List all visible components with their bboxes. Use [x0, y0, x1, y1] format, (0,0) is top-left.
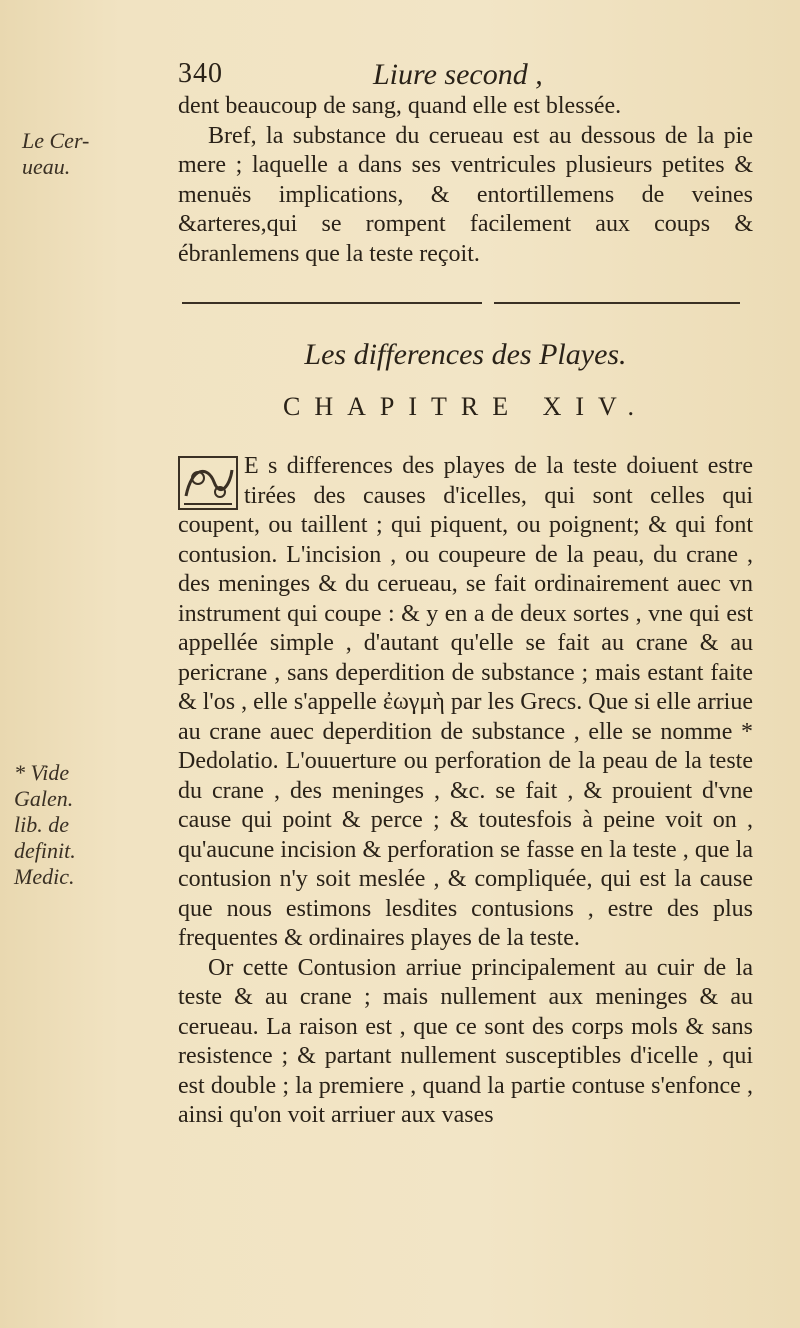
- dropcap-ornament: [178, 456, 238, 510]
- top-text: [178, 92, 753, 269]
- divider-rule-right: [494, 302, 740, 304]
- chapter-body: [178, 452, 753, 1131]
- paragraph-1: [178, 452, 753, 954]
- margin-note-vide: * Vide Galen. lib. de definit. Medic.: [14, 760, 76, 889]
- divider-rule-left: [182, 302, 482, 304]
- margin-note-cerveau: Le Cer- ueau.: [22, 128, 90, 179]
- chapter-subtitle: Les differences des Playes.: [304, 338, 627, 371]
- top-paragraph: Bref, la substance du cerueau est au dessous de la pie mere ; laquelle a dans ses ventricules plusieurs petites & menuës implications, & entortillemens de veines &arteres,qui se rompent facilement aux coups & ébranlemens que la teste reçoit.: [178, 122, 753, 267]
- chapter-title: CHAPITRE XIV.: [283, 392, 648, 421]
- top-line-1: dent beaucoup de sang, quand elle est blessée.: [178, 93, 622, 119]
- running-title: Liure second ,: [373, 58, 543, 91]
- paragraph-1-text: E s differences des playes de la teste doiuent estre tirées des causes d'icelles, qui sont celles qui coupent, ou taillent ; qui piquent, ou poignent; & qui font contusion. L'incision , ou coupeure de la peau, du crane , des meninges & du cerueau, se fait ordinairement auec vn instrument qui coupe : & y en a de deux sortes , vne qui est appellée simple , d'autant qu'elle se fait au crane & au pericrane , sans deperdition de substance ; mais estant faite & l'os , elle s'appelle ἐωγμὴ par les Grecs. Que si elle arriue au crane auec deperdition de substance , elle se nomme * Dedolatio. L'ouuerture ou perforation de la peau de la teste du crane , des meninges , &c. se fait , & prouient d'vne cause qui point & perce ; & toutesfois à peine voit on , qu'aucune incision & perforation se fasse en la teste , que la contusion n'y soit meslée , & compliquée, qui est la cause que nous estimons lesdites contusions , estre des plus frequentes & ordinaires playes de la teste.: [178, 453, 753, 951]
- page-number: 340: [178, 58, 223, 89]
- paragraph-2: Or cette Contusion arriue principalement au cuir de la teste & au crane ; mais nullement aux meninges & au cerueau. La raison est , que ce sont des corps mols & sans resistence ; & partant nullement susceptibles d'icelle , qui est double ; la premiere , quand la partie contuse s'enfonce , ainsi qu'on voit arriuer aux vases: [178, 954, 753, 1128]
